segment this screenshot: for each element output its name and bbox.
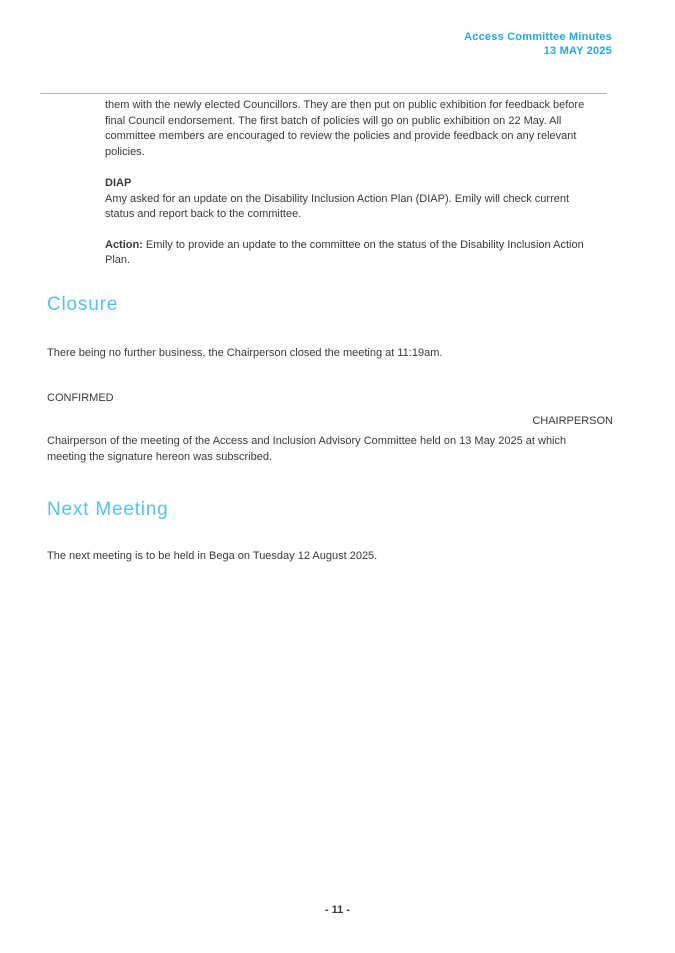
chairperson-label: CHAIRPERSON — [532, 414, 613, 427]
document-header — [0, 30, 675, 58]
minutes-body — [105, 98, 585, 269]
confirmed-label: CONFIRMED — [47, 392, 114, 404]
diap-paragraph: Amy asked for an update on the Disability Inclusion Action Plan (DIAP). Emily will check current status and report back to the committee. — [105, 192, 570, 220]
next-meeting-heading: Next Meeting — [47, 499, 169, 520]
continuation-paragraph: them with the newly elected Councillors. They are then put on public exhibition for feedback before final Council endorsement. The first batch of policies will go on public exhibition on 22 May. All committee members are encouraged to review the policies and provide feedback on any relevant policies. — [105, 99, 585, 158]
next-meeting-paragraph: The next meeting is to be held in Bega on Tuesday 12 August 2025. — [47, 550, 378, 562]
header-divider — [40, 93, 607, 94]
document-date: 13 MAY 2025 — [543, 45, 612, 57]
attestation-paragraph: Chairperson of the meeting of the Access and Inclusion Advisory Committee held on 13 May 2025 at which meeting the signature hereon was subscribed. — [47, 435, 567, 463]
diap-section — [105, 176, 585, 223]
document-title: Access Committee Minutes — [464, 31, 612, 43]
action-text: Emily to provide an update to the committee on the status of the Disability Inclusion Action Plan. — [105, 238, 584, 266]
diap-action — [105, 238, 585, 269]
closure-paragraph: There being no further business, the Chairperson closed the meeting at 11:19am. — [47, 346, 443, 359]
closure-heading: Closure — [47, 293, 119, 315]
diap-heading: DIAP — [105, 177, 132, 189]
action-label: Action: — [105, 238, 143, 251]
page-number: - 11 - — [324, 904, 351, 916]
